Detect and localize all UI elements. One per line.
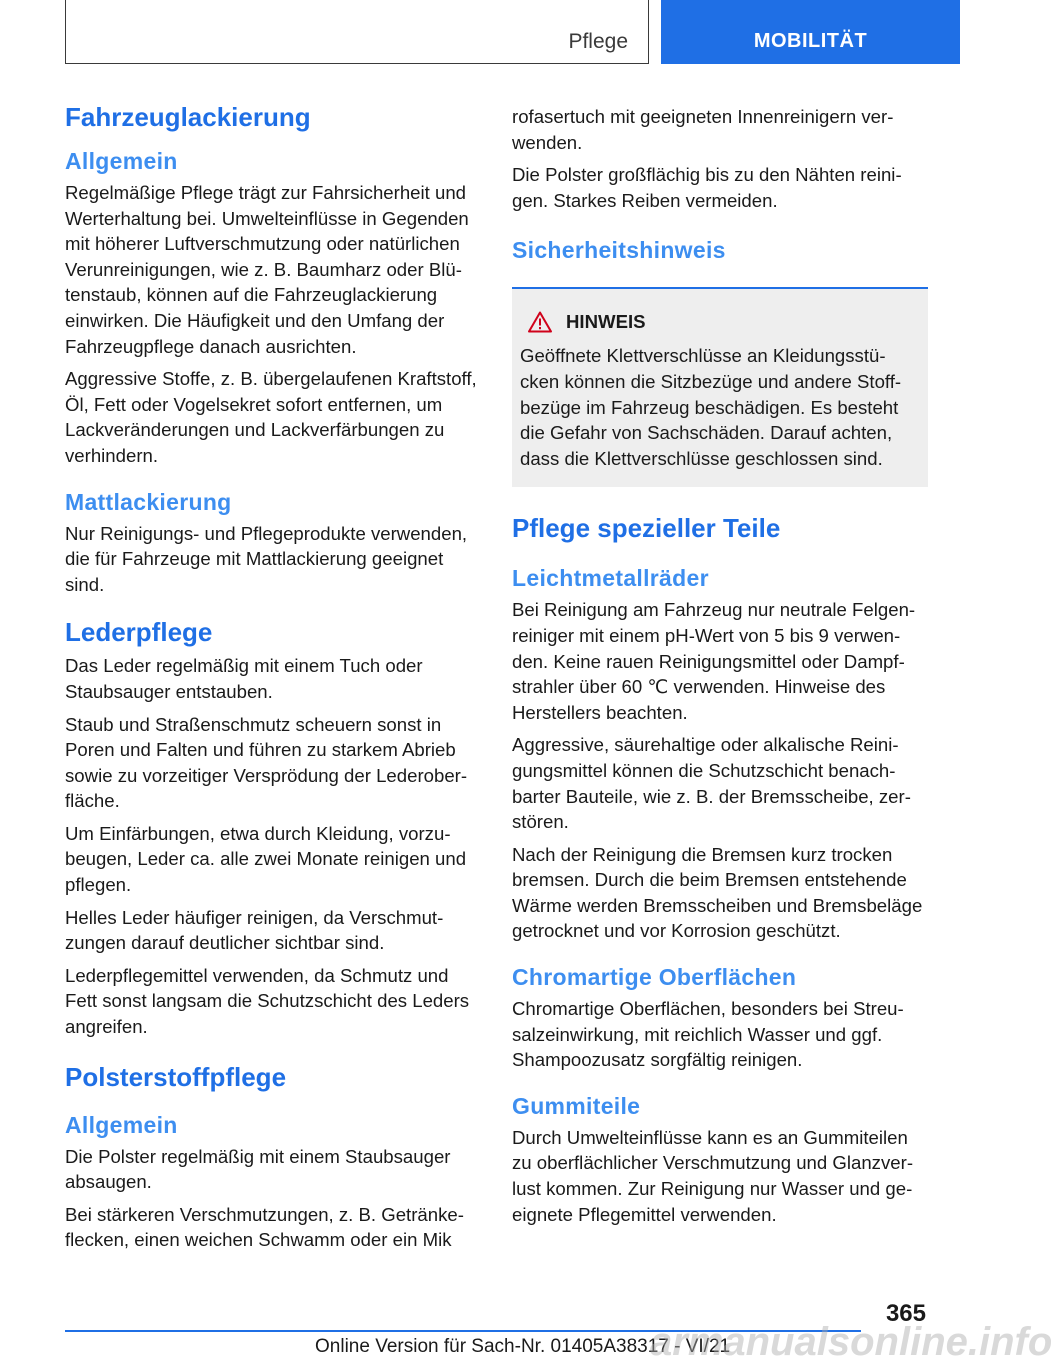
paragraph: Lederpflegemittel verwenden, da Schmutz und Fett sonst langsam die Schutzschicht des Leders angreifen. — [65, 964, 470, 1038]
heading-lederpflege: Lederpflege — [65, 617, 213, 648]
subheading-allgemein-lack: Allgemein — [65, 148, 178, 174]
watermark: armanualsonline.info — [650, 1320, 1052, 1364]
subheading-sicherheitshinweis: Sicherheitshinweis — [512, 237, 726, 264]
paragraph: Nach der Reinigung die Bremsen kurz trocken bremsen. Durch die beim Bremsen entstehende Wärme werden Bremsscheiben und Bremsbeläge getrocknet und vor Korrosion geschützt. — [512, 843, 923, 942]
paragraph: Durch Umwelteinflüsse kann es an Gummiteilen zu oberflächlicher Verschmutzung und Glanzverlust kommen. Zur Reinigung nur Wasser und geeignete Pflegemittel verwenden. — [512, 1126, 914, 1225]
subheading-mattlackierung: Mattlackierung — [65, 488, 232, 515]
header-chapter-label: MOBILITÄT — [753, 30, 868, 52]
header-section-title: Pflege — [568, 30, 628, 53]
subheading-chromartige-oberflaechen: Chromartige Oberflächen — [512, 964, 797, 991]
paragraph: Aggressive Stoffe, z. B. übergelaufenen Kraftstoff, Öl, Fett oder Vogelsekret sofort entfernen, um Lackveränderungen und Lackverfärbungen zu verhindern. — [65, 368, 477, 466]
heading-pflege-spezieller-teile: Pflege spezieller Teile — [512, 513, 781, 544]
notice-title: HINWEIS — [566, 311, 646, 333]
page-number: 365 — [885, 1300, 926, 1327]
paragraph: rofasertuch mit geeigneten Innenreinigern verwenden. — [512, 106, 894, 153]
paragraph: Bei Reinigung am Fahrzeug nur neutrale Felgenreiniger mit einem pH-Wert von 5 bis 9 verwenden. Keine rauen Reinigungsmittel oder Dampfstrahler über 60 ℃ verwenden. Hinweise des Herstellers beachten. — [512, 599, 916, 723]
heading-fahrzeuglackierung: Fahrzeuglackierung — [65, 102, 311, 132]
notice-text: Geöffnete Klettverschlüsse an Kleidungsstücken können die Sitzbezüge und andere Stoffbezüge im Fahrzeug beschädigen. Es besteht die Gefahr von Sachschäden. Darauf achten, dass die Klettverschlüsse geschlossen sind. — [520, 345, 902, 469]
paragraph: Nur Reinigungs- und Pflegeprodukte verwenden, die für Fahrzeuge mit Mattlackierung geeignet sind. — [65, 522, 468, 595]
paragraph: Chromartige Oberflächen, besonders bei Streusalzeinwirkung, mit reichlich Wasser und ggf. Shampoozusatz sorgfältig reinigen. — [512, 998, 904, 1071]
notice-box — [512, 287, 928, 487]
right-column — [512, 100, 928, 1227]
paragraph: Das Leder regelmäßig mit einem Tuch oder Staubsauger entstauben. — [65, 655, 423, 702]
left-column — [65, 100, 481, 1253]
paragraph: Bei stärkeren Verschmutzungen, z. B. Getränkeflecken, einen weichen Schwamm oder ein Mik — [65, 1203, 464, 1251]
paragraph: Regelmäßige Pflege trägt zur Fahrsicherheit und Werterhaltung bei. Umwelteinflüsse in Gegenden mit höherer Luftverschmutzung oder natürlichen Verunreinigungen, wie z. B. Baumharz oder Blütenstaub, können auf die Fahrzeuglackierung einwirken. Die Häufigkeit und den Umfang der Fahrzeugpflege danach ausrichten. — [65, 182, 469, 357]
warning-triangle-icon — [528, 311, 552, 333]
header-chapter-tab — [661, 0, 960, 64]
subheading-allgemein-polster: Allgemein — [65, 1111, 178, 1138]
paragraph: Die Polster regelmäßig mit einem Staubsauger absaugen. — [65, 1145, 451, 1193]
notice-title-row — [520, 311, 918, 333]
footer-online-version: Online Version für Sach-Nr. 01405A38317 - VI/21 — [315, 1336, 731, 1357]
subheading-leichtmetallraeder: Leichtmetallräder — [512, 565, 709, 592]
subheading-gummiteile: Gummiteile — [512, 1092, 641, 1119]
paragraph: Staub und Straßenschmutz scheuern sonst in Poren und Falten und führen zu starkem Abrieb sowie zu vorzeitiger Versprödung der Lederoberfläche. — [65, 713, 468, 812]
paragraph: Helles Leder häufiger reinigen, da Verschmutzungen darauf deutlicher sichtbar sind. — [65, 906, 444, 954]
header-section-box — [65, 0, 649, 64]
paragraph: Um Einfärbungen, etwa durch Kleidung, vorzubeugen, Leder ca. alle zwei Monate reinigen und pflegen. — [65, 822, 467, 896]
heading-polsterstoffpflege: Polsterstoffpflege — [65, 1061, 287, 1092]
paragraph: Die Polster großflächig bis zu den Nähten reinigen. Starkes Reiben vermeiden. — [512, 164, 902, 211]
paragraph: Aggressive, säurehaltige oder alkalische Reinigungsmittel können die Schutzschicht benachbarter Bauteile, wie z. B. der Bremsscheibe, zerstören. — [512, 734, 911, 833]
